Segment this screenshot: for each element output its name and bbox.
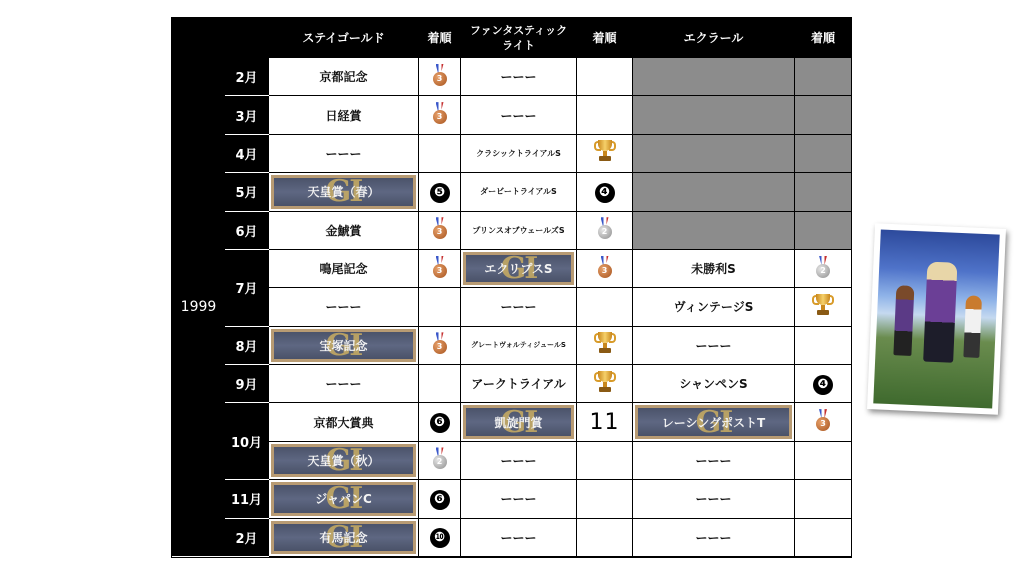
table-row <box>173 288 852 326</box>
race-cell: ーーー <box>461 96 577 134</box>
empty-cell <box>633 173 795 211</box>
race-results-table <box>171 17 852 558</box>
table-row <box>173 480 852 518</box>
bronze-medal-icon: 3 <box>816 409 830 431</box>
table-row <box>173 403 852 441</box>
header-horse-1: ステイゴールド <box>269 19 419 58</box>
bronze-medal-icon: 3 <box>433 217 447 239</box>
table-row <box>173 211 852 249</box>
race-cell: ーーー <box>461 288 577 326</box>
month-cell: 8月 <box>225 326 269 364</box>
bronze-medal-icon: 3 <box>433 256 447 278</box>
g1-race-cell <box>269 173 419 211</box>
silver-medal-icon: 2 <box>598 217 612 239</box>
g1-race-cell <box>269 518 419 557</box>
year-cell: 1999 <box>173 58 225 557</box>
g1-race-cell <box>633 403 795 441</box>
empty-cell <box>633 58 795 96</box>
bronze-medal-icon: 3 <box>433 102 447 124</box>
table-row <box>173 518 852 557</box>
race-cell: ーーー <box>269 365 419 403</box>
header-horse-3: エクラール <box>633 19 795 58</box>
g1-race-cell <box>269 441 419 479</box>
rank-cell <box>419 365 461 403</box>
empty-cell <box>633 134 795 172</box>
g1-badge: GI レーシングポストT <box>635 405 792 438</box>
rank-cell <box>577 173 633 211</box>
g1-badge: GI エクリプスS <box>463 252 574 285</box>
month-cell: 5月 <box>225 173 269 211</box>
header-rank-3: 着順 <box>795 19 852 58</box>
rank-cell <box>577 480 633 518</box>
rank-circle: ❹ <box>813 375 833 395</box>
month-cell: 2月 <box>225 518 269 557</box>
rank-cell <box>795 518 852 557</box>
empty-cell <box>633 211 795 249</box>
rank-number: 11 <box>589 409 620 435</box>
race-cell: 日経賞 <box>269 96 419 134</box>
bronze-medal-icon: 3 <box>598 256 612 278</box>
table-row <box>173 365 852 403</box>
rank-cell <box>577 288 633 326</box>
header-rank-2: 着順 <box>577 19 633 58</box>
table-row <box>173 249 852 287</box>
table-row <box>173 96 852 134</box>
rank-cell <box>419 211 461 249</box>
race-cell: アークトライアル <box>461 365 577 403</box>
anime-illustration <box>873 229 999 408</box>
rank-cell <box>419 403 461 441</box>
g1-badge: GI 有馬記念 <box>271 521 416 555</box>
race-cell: プリンスオブウェールズS <box>461 211 577 249</box>
rank-cell <box>795 365 852 403</box>
silver-medal-icon: 2 <box>816 256 830 278</box>
rank-cell <box>419 326 461 364</box>
bronze-medal-icon: 3 <box>433 64 447 86</box>
empty-cell <box>795 58 852 96</box>
g1-race-cell <box>269 480 419 518</box>
race-cell: ーーー <box>633 441 795 479</box>
rank-cell <box>795 326 852 364</box>
rank-cell <box>795 441 852 479</box>
rank-cell <box>577 365 633 403</box>
rank-cell <box>577 441 633 479</box>
month-cell: 10月 <box>225 403 269 480</box>
month-cell: 7月 <box>225 249 269 326</box>
rank-cell <box>419 134 461 172</box>
header-horse-2: ファンタスティック ライト <box>461 19 577 58</box>
empty-cell <box>795 173 852 211</box>
race-cell: ーーー <box>269 134 419 172</box>
header-rank-1: 着順 <box>419 19 461 58</box>
rank-circle: ❺ <box>430 183 450 203</box>
gold-trophy-icon <box>594 139 616 163</box>
rank-cell <box>577 249 633 287</box>
rank-circle: ❿ <box>430 528 450 548</box>
race-cell: ーーー <box>633 518 795 557</box>
race-cell: ーーー <box>633 326 795 364</box>
race-cell: ーーー <box>461 441 577 479</box>
rank-cell <box>795 288 852 326</box>
empty-cell <box>633 96 795 134</box>
empty-cell <box>795 134 852 172</box>
gold-trophy-icon <box>594 370 616 394</box>
table-row <box>173 134 852 172</box>
rank-cell <box>419 96 461 134</box>
rank-cell <box>419 173 461 211</box>
month-cell: 3月 <box>225 96 269 134</box>
month-cell: 6月 <box>225 211 269 249</box>
rank-cell <box>577 58 633 96</box>
rank-cell <box>577 518 633 557</box>
race-cell: グレートヴォルティジュールS <box>461 326 577 364</box>
g1-badge: GI 天皇賞（春） <box>271 175 416 208</box>
race-cell: ーーー <box>461 518 577 557</box>
table-row <box>173 441 852 479</box>
rank-cell <box>577 96 633 134</box>
rank-circle: ❹ <box>595 183 615 203</box>
g1-badge: GI 宝塚記念 <box>271 329 416 362</box>
empty-cell <box>795 211 852 249</box>
race-cell: ダービートライアルS <box>461 173 577 211</box>
race-cell: ーーー <box>461 58 577 96</box>
race-cell: クラシックトライアルS <box>461 134 577 172</box>
illustration-photo <box>867 223 1006 415</box>
silver-medal-icon: 2 <box>433 447 447 469</box>
month-cell: 9月 <box>225 365 269 403</box>
gold-trophy-icon <box>812 293 834 317</box>
rank-cell <box>577 326 633 364</box>
rank-circle: ❻ <box>430 490 450 510</box>
race-cell: 京都記念 <box>269 58 419 96</box>
rank-cell <box>419 441 461 479</box>
g1-badge: GI 天皇賞（秋） <box>271 444 416 477</box>
rank-cell <box>419 249 461 287</box>
race-cell: ーーー <box>633 480 795 518</box>
race-cell: 金鯱賞 <box>269 211 419 249</box>
table-row <box>173 58 852 96</box>
character-figure <box>963 295 982 358</box>
gold-trophy-icon <box>594 331 616 355</box>
g1-race-cell <box>269 326 419 364</box>
month-cell: 11月 <box>225 480 269 518</box>
month-cell: 4月 <box>225 134 269 172</box>
rank-cell <box>419 288 461 326</box>
character-figure <box>923 262 957 363</box>
race-cell: シャンペンS <box>633 365 795 403</box>
race-cell: 未勝利S <box>633 249 795 287</box>
g1-race-cell <box>461 249 577 287</box>
race-cell: ーーー <box>269 288 419 326</box>
rank-circle: ❻ <box>430 413 450 433</box>
rank-cell <box>577 211 633 249</box>
character-figure <box>893 285 914 356</box>
rank-cell <box>795 480 852 518</box>
rank-cell <box>795 403 852 441</box>
rank-cell <box>577 403 633 441</box>
month-cell: 2月 <box>225 58 269 96</box>
race-cell: ヴィンテージS <box>633 288 795 326</box>
g1-race-cell <box>461 403 577 441</box>
race-cell: ーーー <box>461 480 577 518</box>
table-row <box>173 326 852 364</box>
rank-cell <box>577 134 633 172</box>
empty-cell <box>795 96 852 134</box>
rank-cell <box>795 249 852 287</box>
bronze-medal-icon: 3 <box>433 332 447 354</box>
header-month <box>225 19 269 58</box>
table-row <box>173 173 852 211</box>
header-year <box>173 19 225 58</box>
header-row <box>173 19 852 58</box>
race-cell: 鳴尾記念 <box>269 249 419 287</box>
g1-badge: GI ジャパンC <box>271 482 416 515</box>
rank-cell <box>419 518 461 557</box>
race-cell: 京都大賞典 <box>269 403 419 441</box>
rank-cell <box>419 58 461 96</box>
rank-cell <box>419 480 461 518</box>
g1-badge: GI 凱旋門賞 <box>463 405 574 438</box>
